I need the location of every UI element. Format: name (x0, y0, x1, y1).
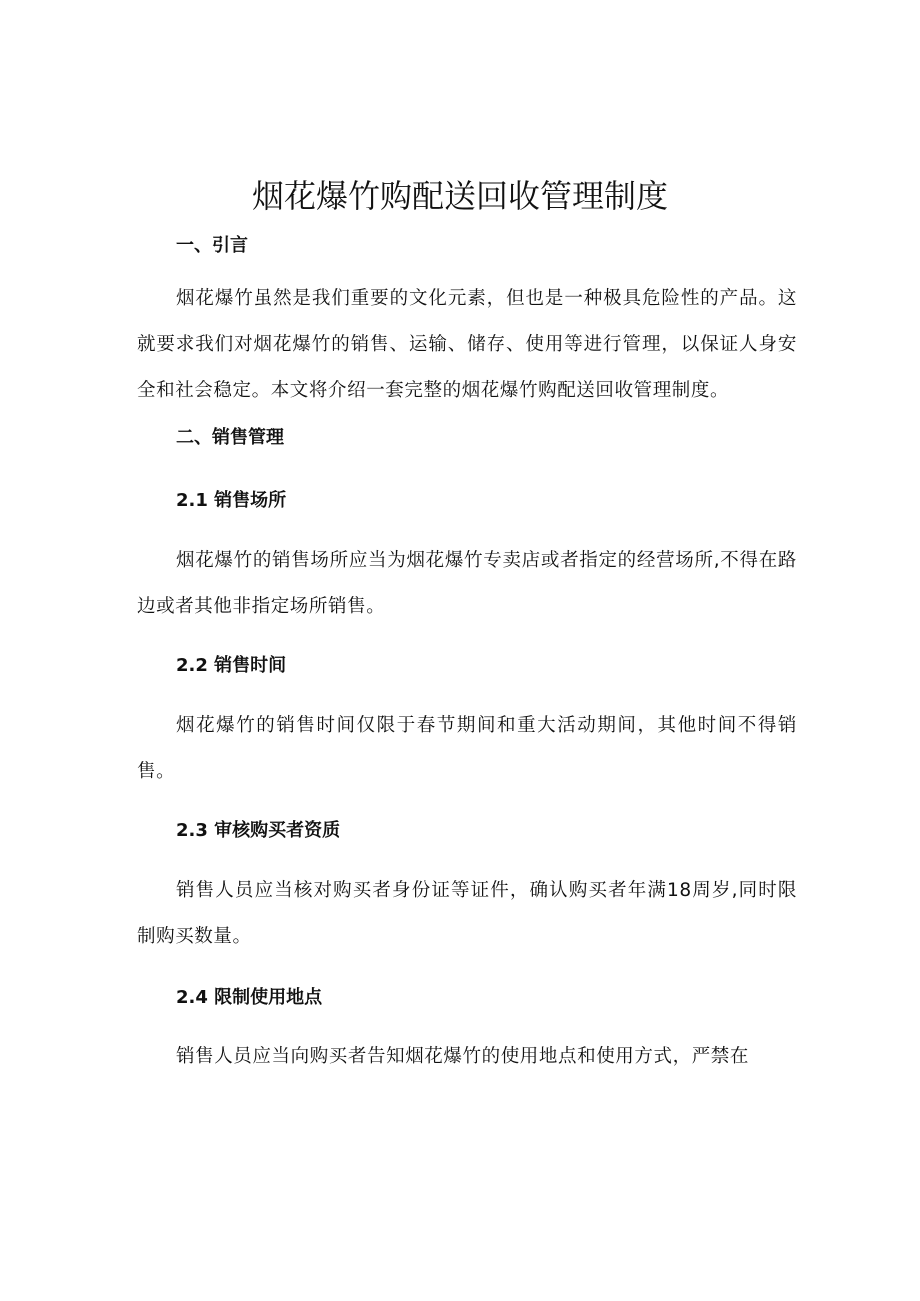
paragraph-sales-location: 烟花爆竹的销售场所应当为烟花爆竹专卖店或者指定的经营场所,不得在路边或者其他非指定场所销售。 (137, 550, 797, 617)
paragraph-sales-time: 烟花爆竹的销售时间仅限于春节期间和重大活动期间，其他时间不得销售。 (137, 715, 797, 782)
subsection-heading-buyer-verification: 2.3 审核购买者资质 (176, 820, 341, 841)
subsection-heading-sales-time: 2.2 销售时间 (176, 655, 287, 676)
subsection-heading-sales-location: 2.1 销售场所 (176, 490, 287, 511)
paragraph-buyer-verification: 销售人员应当核对购买者身份证等证件，确认购买者年满18周岁,同时限制购买数量。 (137, 880, 797, 947)
page-title: 烟花爆竹购配送回收管理制度 (251, 177, 668, 215)
subsection-heading-usage-location: 2.4 限制使用地点 (176, 987, 323, 1008)
paragraph-usage-location: 销售人员应当向购买者告知烟花爆竹的使用地点和使用方式，严禁在 (176, 1046, 750, 1067)
section-heading-introduction: 一、引言 (176, 235, 248, 256)
paragraph-introduction: 烟花爆竹虽然是我们重要的文化元素，但也是一种极具危险性的产品。这就要求我们对烟花爆竹的销售、运输、储存、使用等进行管理，以保证人身安全和社会稳定。本文将介绍一套完整的烟花爆竹购配送回收管理制度。 (137, 288, 797, 401)
section-heading-sales-management: 二、销售管理 (176, 427, 284, 448)
